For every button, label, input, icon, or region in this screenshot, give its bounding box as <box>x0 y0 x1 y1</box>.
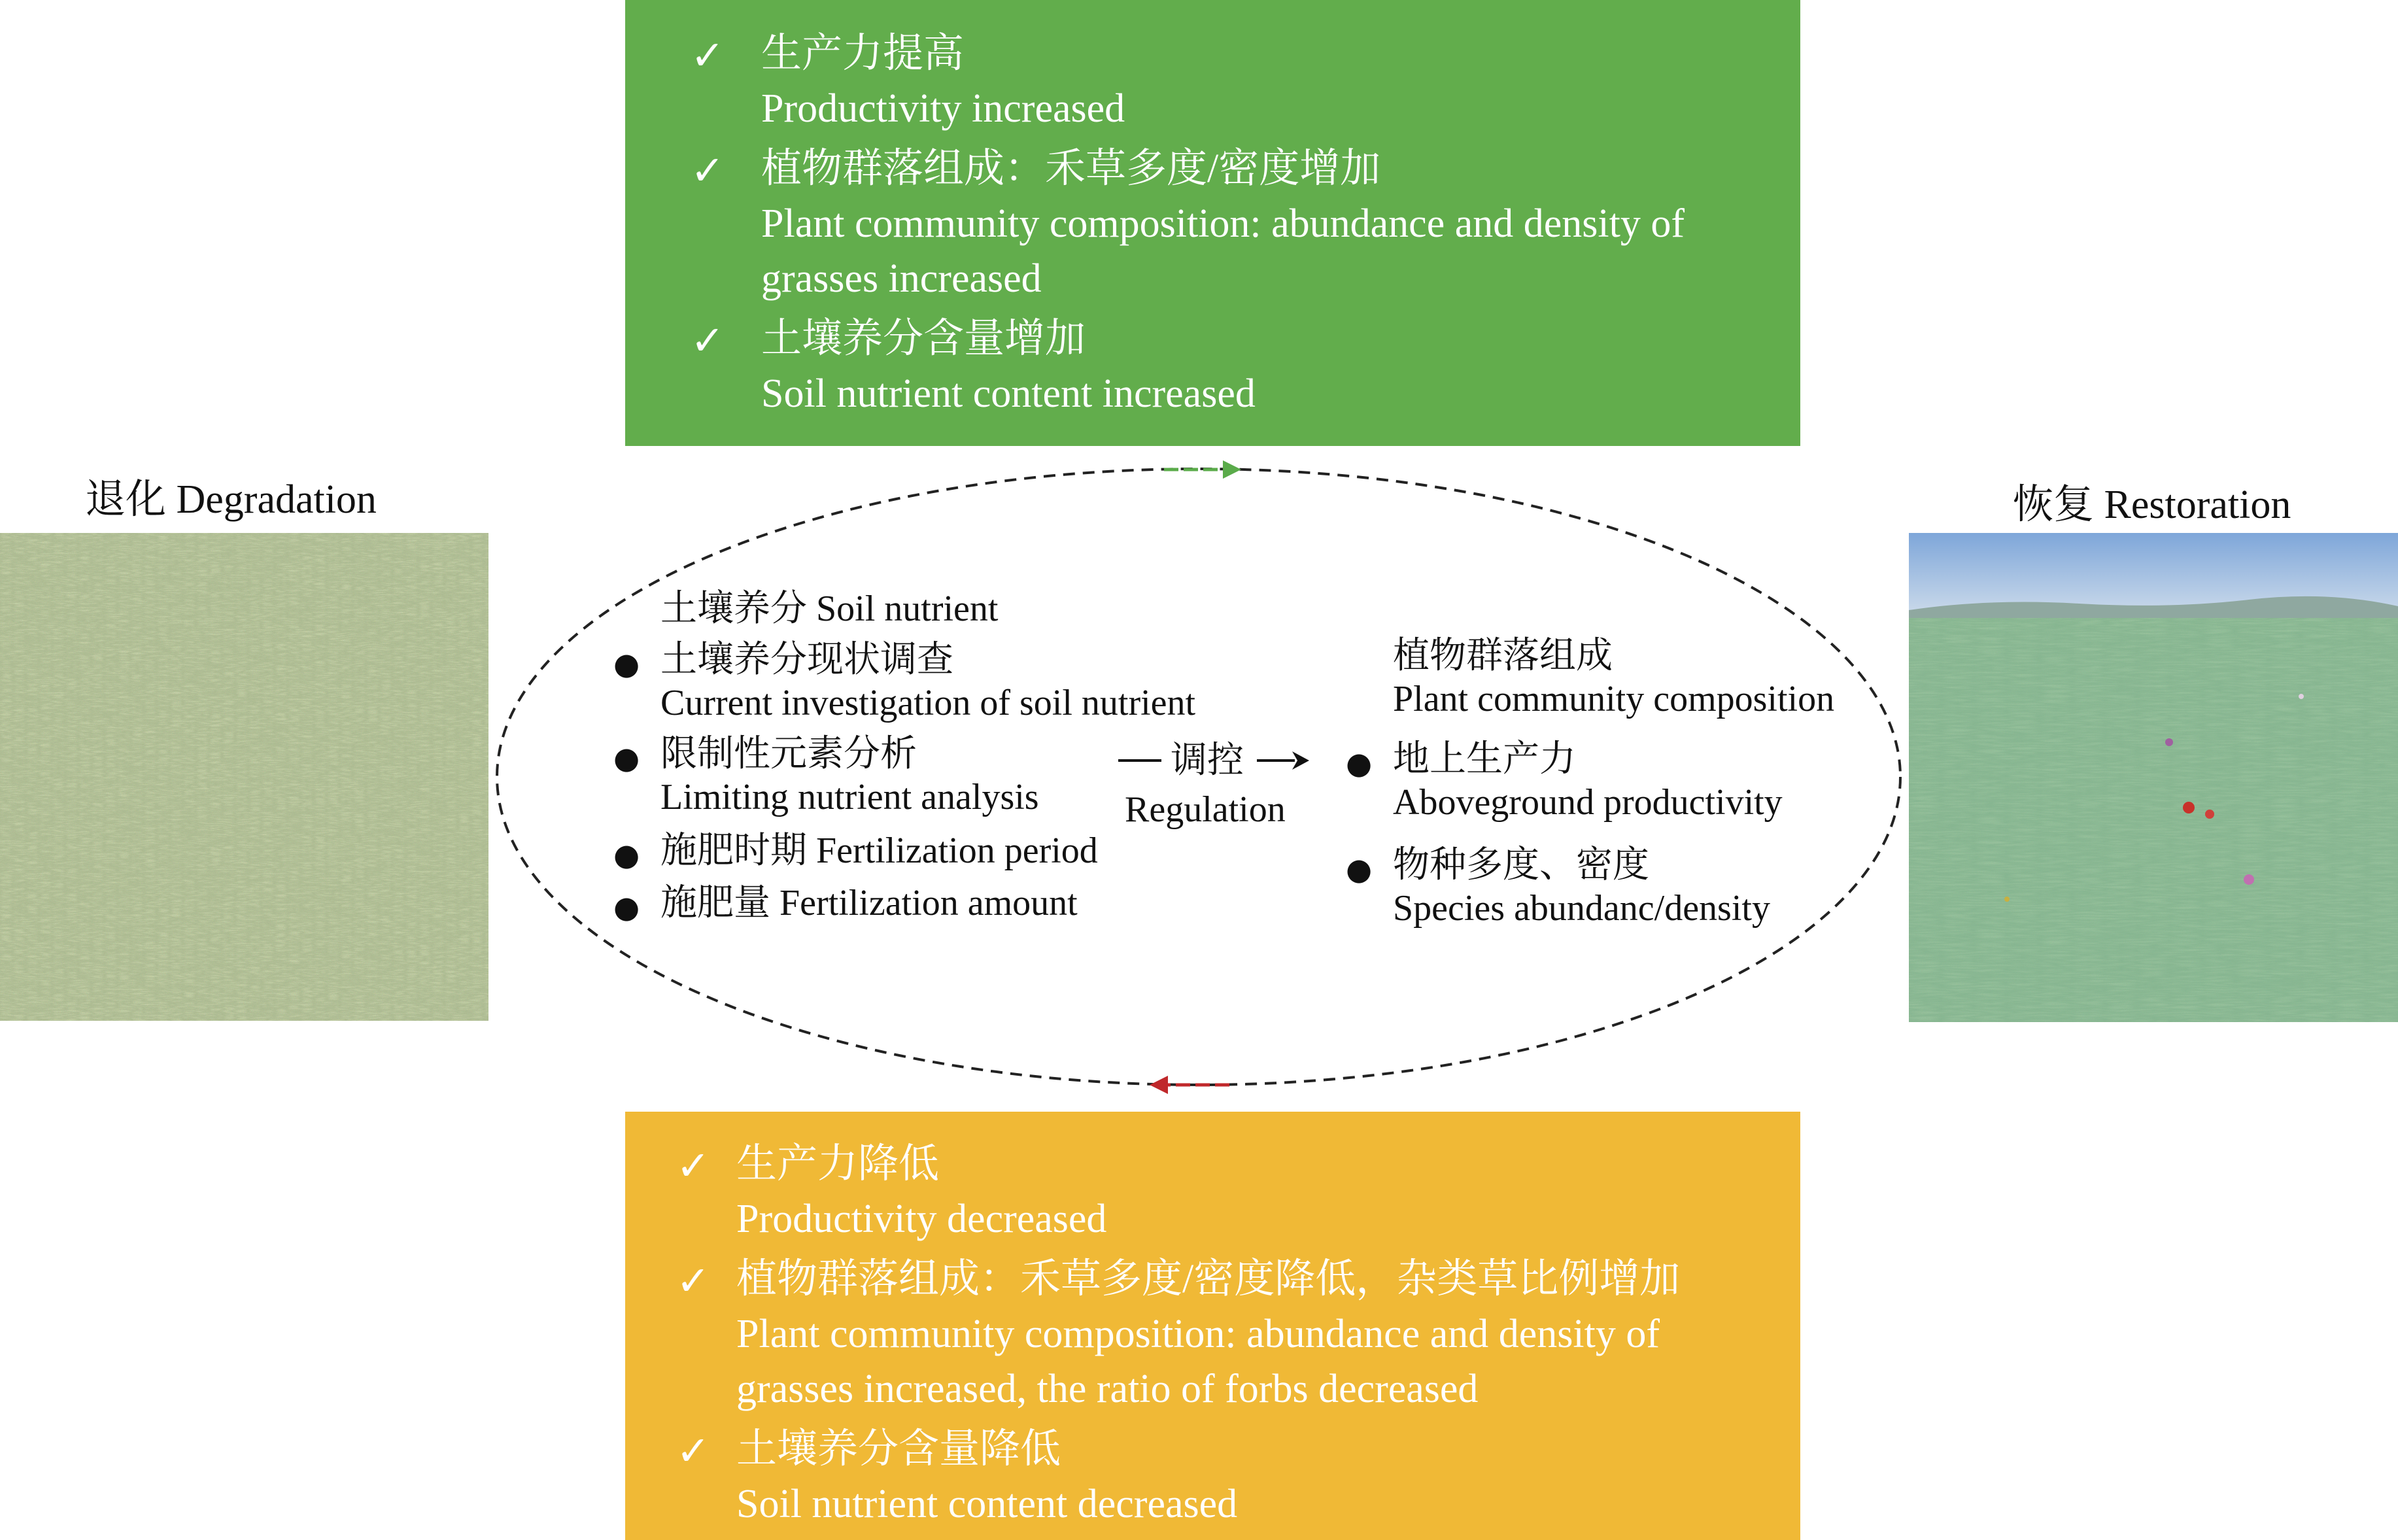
item-zh: 植物群落组成：禾草多度/密度降低，杂类草比例增加 <box>736 1257 1681 1301</box>
item-zh: 物种多度、密度 <box>1393 845 1649 885</box>
restoration-title: 恢复 Restoration <box>2013 483 2291 527</box>
item-en: Species abundanc/density <box>1393 888 1770 929</box>
item-en: Productivity decreased <box>736 1197 1107 1241</box>
plant-item-abundance <box>1346 844 1770 930</box>
item-zh: 生产力降低 <box>736 1142 940 1186</box>
item-en: Aboveground productivity <box>1393 782 1783 823</box>
regulation-zh: 调控 <box>1171 740 1244 781</box>
plant-item-productivity <box>1346 738 1783 824</box>
item-zh: 限制性元素分析 <box>660 734 917 774</box>
check-icon: ✓ <box>691 31 725 79</box>
soil-item-limiting <box>613 732 1039 819</box>
backward-arrow-icon <box>1150 1076 1229 1094</box>
bullet-icon: ● <box>613 646 640 681</box>
check-icon: ✓ <box>676 1257 710 1305</box>
soil-item-investigation <box>613 638 1196 725</box>
item-zh: 施肥时期 Fertilization period <box>660 830 1098 871</box>
check-icon: ✓ <box>676 1427 710 1475</box>
check-icon: ✓ <box>691 146 725 194</box>
bullet-icon: ● <box>1346 851 1373 887</box>
regulation-en: Regulation <box>1125 789 1286 830</box>
item-zh: 植物群落组成：禾草多度/密度增加 <box>761 146 1381 191</box>
heading-zh: 植物群落组成 <box>1393 636 1613 676</box>
soil-item-amount <box>613 881 1078 925</box>
item-zh: 土壤养分含量增加 <box>761 317 1086 361</box>
soil-item-period <box>613 829 1098 872</box>
item-zh: 土壤养分含量降低 <box>736 1427 1061 1471</box>
item-en-cont: grasses increased, the ratio of forbs decreased <box>736 1367 1479 1411</box>
soil-nutrient-heading: 土壤养分 Soil nutrient <box>660 589 999 629</box>
check-icon: ✓ <box>676 1142 710 1189</box>
plant-community-heading <box>1393 634 1834 721</box>
item-en-cont: grasses increased <box>761 256 1042 301</box>
item-en: Current investigation of soil nutrient <box>660 683 1196 723</box>
item-zh: 土壤养分现状调查 <box>660 640 953 680</box>
item-en: Plant community composition: abundance and density of <box>761 201 1685 246</box>
item-en: Soil nutrient content increased <box>761 371 1256 416</box>
degradation-title: 退化 Degradation <box>85 477 377 522</box>
item-en: Soil nutrient content decreased <box>736 1482 1238 1526</box>
bullet-icon: ● <box>613 740 640 776</box>
item-en: Plant community composition: abundance and density of <box>736 1312 1660 1356</box>
item-en: Productivity increased <box>761 86 1125 131</box>
item-zh: 生产力提高 <box>761 31 965 76</box>
bullet-icon: ● <box>1346 745 1373 781</box>
check-icon: ✓ <box>691 317 725 364</box>
item-zh: 地上生产力 <box>1393 739 1576 779</box>
item-en: Limiting nutrient analysis <box>660 777 1039 817</box>
bullet-icon: ● <box>613 889 640 925</box>
heading-en: Plant community composition <box>1393 679 1835 719</box>
item-zh: 施肥量 Fertilization amount <box>660 883 1078 923</box>
bullet-icon: ● <box>613 837 640 872</box>
